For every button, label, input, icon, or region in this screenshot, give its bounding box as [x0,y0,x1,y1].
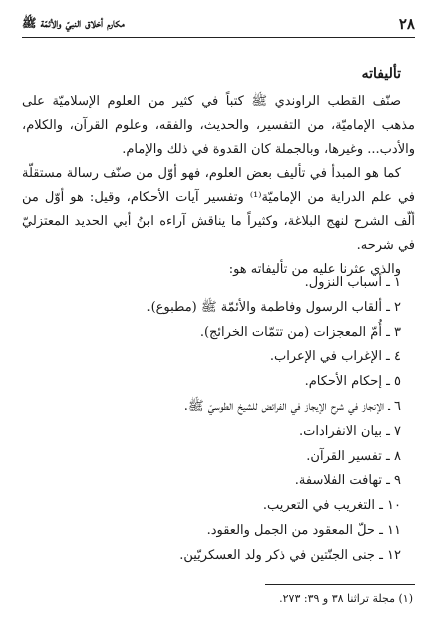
paragraph: والذي عثرنا عليه من تأليفاته هو: [228,262,401,277]
list-item: ١٠ ـ التغريب في التعريب. [262,498,401,514]
list-item: ٧ ـ بيان الانفرادات. [298,423,401,439]
list-item: ٥ ـ إحكام الأحكام. [304,374,401,390]
paragraph: كما هو المبدأ في تأليف بعض العلوم، فهو أوّل من صنّف رسالة مستقلّة في علم الدراية من الإماميّة⁽¹⁾ وتفسير آيات الأحكام، وقيل: هو أوّل من ألّف الشرح لنهج البلاغة، وكثيراً ما يناقش آراءه ابنُ أبي الحديد المعتزليّ في شرحه. [22,166,415,253]
list-item: ٢ ـ ألقاب الرسول وفاطمة والأئمّة ﷺ (مطبوع). [146,299,401,315]
list-item: ٩ ـ تهافت الفلاسفة. [294,473,401,489]
running-title: مكارم أخلاق النبيّ والأئمّة ﷺ [22,15,125,30]
paragraph: صنّف القطب الراوندي ﷺ كتباً في كثير من العلوم الإسلاميّة على مذهب الإماميّة، من التفسير، والحديث، والفقه، وعلوم القرآن، والكلام، والأدب... وغيرها، وبالجملة كان القدوة في ذلك والإمام. [22,94,415,157]
footnote: (١) مجلة تراثنا ٣٨ و ٣٩: ٢٧٣. [279,592,413,605]
list-item: ٣ ـ أُمّ المعجزات (من تتمّات الخرائج). [199,324,401,340]
list-item: ٦ ـ الإنجاز في شرح الإيجاز في الفرائض للشيخ الطوسيّ ﷺ. [183,398,401,414]
section-heading: تأليفاته [361,66,401,82]
list-item: ٤ ـ الإغراب في الإعراب. [269,349,401,365]
footnote-divider [265,584,415,585]
list-item: ١ ـ أسباب النزول. [304,275,401,290]
body-text [22,90,415,282]
header-divider [22,37,415,38]
list-item: ٨ ـ تفسير القرآن. [306,448,401,464]
list-item: ١٢ ـ جنى الجنّتين في ذكر ولد العسكريّين. [179,547,401,563]
page-header [22,13,415,35]
list-item: ١١ ـ حلّ المعقود من الجمل والعقود. [206,522,401,538]
works-list [60,271,401,569]
page-number: ٢٨ [398,15,415,33]
